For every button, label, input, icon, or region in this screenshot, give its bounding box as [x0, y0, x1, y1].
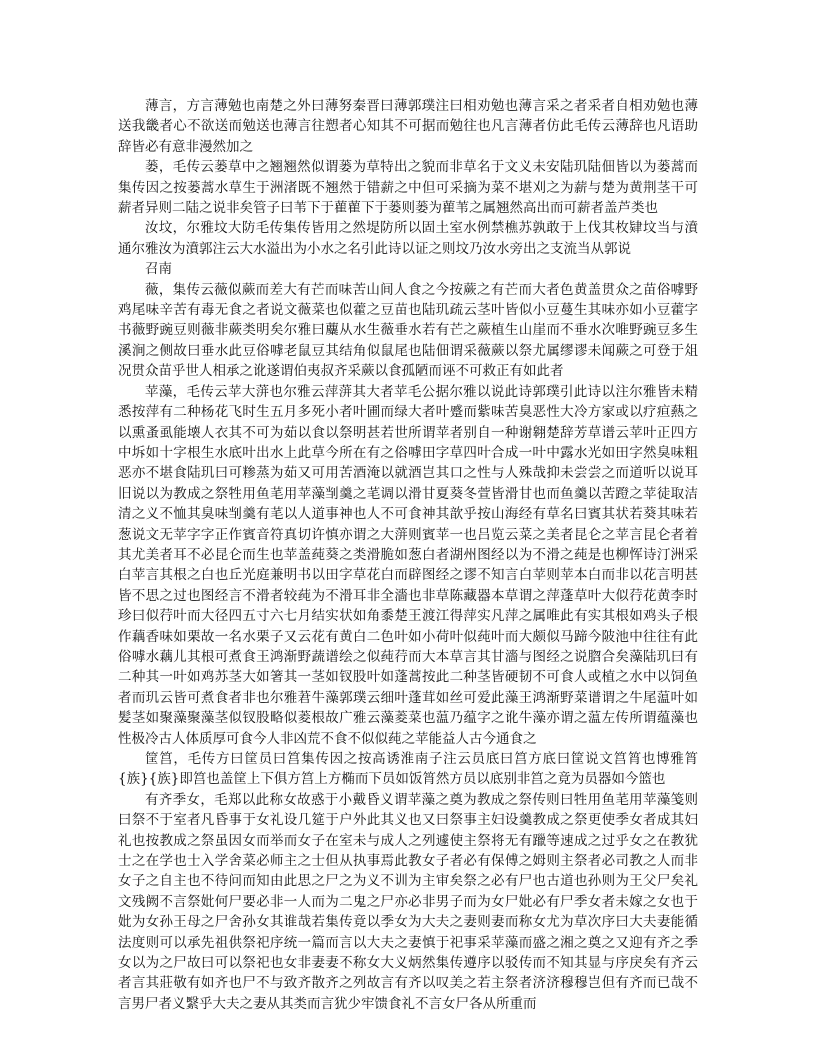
paragraph-ru-fen: 汝坟，尔雅坟大防毛传集传皆用之然堤防所以固土室水例禁樵苏孰敢于上伐其枚肄坟当与濆通尔雅汝为濆郭注云大水溢出为小水之名引此诗以证之则坟乃汝水旁出之支流当从郭说 — [118, 220, 698, 257]
paragraph-wei: 薇，集传云薇似蕨而差大有芒而味苦山间人食之今按蕨之有芒而大者色黄盖贯众之苗俗嘑野鸡尾味辛苦有毒无食之者说文薇菜也似藿之豆苗也陆玑疏云茎叶皆似小豆蔓生其味亦如小豆藿字书薇野豌豆则薇非蕨类明矣尔雅曰蘪从水生薇垂水若有芒之蕨植生山崖而不垂水次唯野豌豆多生溪涧之侧故曰垂水此豆俗嘑老鼠豆其结角似鼠尾也陆佃谓采薇蕨以祭尤属缪谬未闻蕨之可登于俎况贯众苗乎世人相承之讹遂谓伯夷叔齐采蕨以食孤陋而诬不可救正有如此者 — [118, 281, 698, 380]
section-heading-zhao-nan: 召南 — [145, 261, 172, 278]
paragraph-lou: 蒌，毛传云蒌草中之翘翘然似谓蒌为草特出之貌而非草名于文义未安陆玑陆佃皆以为蒌蒿而集传因之按蒌蒿水草生于洲渚既不翘然于错薪之中但可采摘为菜不堪刈之为薪与楚为黄荆茎干可薪者异则二陆之说非矣管子曰苇下于雚雚下于蒌则蒌为雚苇之属翘然高出而可薪者盖芦类也 — [118, 159, 698, 217]
paragraph-kuang-ju: 筐筥，毛传方曰筐员曰筥集传因之按高诱淮南子注云员底曰筥方底曰筐说文筥筲也博雅筲{族}{族}即筥也盖筐上下俱方筥上方椭而下员如饭筲然方员以底别非筥之竟为员器如今篮也 — [118, 751, 698, 788]
document-page — [118, 96, 698, 1014]
paragraph-bo-yan: 薄言，方言薄勉也南楚之外曰薄努秦晋曰薄郭璞注曰相劝勉也薄言采之者采者自相劝勉也薄送我畿者心不欲送而勉送也薄言往愬者心知其不可据而勉往也凡言薄者仿此毛传云薄辞也凡语助辞皆必有意非漫然加之 — [118, 98, 698, 155]
paragraph-you-qi-ji-nv: 有齐季女，毛郑以此称女故惑于小戴昏义谓苹藻之奠为教成之祭传则曰牲用鱼芼用苹藻笺则曰祭不于室者凡昏事于女礼设几筵于户外此其义也又曰祭事主妇设羹教成之祭更使季女者成其妇礼也按教成之祭虽因女而举而女子在室未与成人之列遽使主祭将无有躐等速成之过乎女之在教犹士之在学也士入学舍菜必师主之士但从执事焉此教女子者必有保傅之姆则主祭者必司教之人而非女子之自主也不待问而知由此思之尸之为义不训为主审矣祭之必有尸也古道也孙则为王父尸矣礼文残阙不言祭妣何尸要必非一人而为二鬼之尸亦必非男子而为女尸妣必有尸季女者未嫁之女也于妣为女孙王母之尸舍孙女其谁哉若集传竟以季女为大夫之妻则妻而称女尤为草次序曰大夫妻能循法度则可以承先祖供祭祀序统一篇而言以大夫之妻慎于祀事采苹藻而盛之湘之奠之又迎有齐之季女以为之尸故曰可以祭祀也女非妻妻不称女大义炳然集传遵序以驳传而不知其显与序戾矣有齐云者言其莊敬有如齐也尸不与致齐散齐之列故言有齐以叹美之若主祭者济济穆穆岂但有齐而已哉不言男尸者义繄乎大夫之妻从其类而言犹少牢馈食礼不言女尸各从所重而 — [118, 791, 698, 1012]
paragraph-pin-zao: 苹藻，毛传云苹大蓱也尔雅云萍蓱其大者苹毛公据尔雅以说此诗郭璞引此诗以注尔雅皆未精悉按萍有二种杨花飞时生五月多死小者叶圃而绿大者叶蹙而紫味苦臭恶性大冷方家或以疗疸爇之以熏蚤虱能壊人衣其不可为茹以食以祭明甚若世所谓苹者别自一种谢翱楚辞芳草谱云苹叶正四方中坼如十字根生水底叶出水上此草今所在有之俗嘑田字草四叶合成一叶中露水光如田字然臭味粗恶亦不堪食陆玑曰可糁蒸为茹又可用苦酒淹以就酒岂其口之性与人殊哉抑未尝尝之而道听以说耳旧说以为教成之祭牲用鱼芼用苹藻㓥羹之芼调以滑甘夏葵冬萱皆滑甘也而鱼羹以苦蹬之苹徒取洁清之义不恤其臭味㓥羹有芼以人道事神也人不可食神其歆乎按山海经有草名曰賓其状若葵其味若葱说文无苹字字正作賓音符真切许慎亦谓之大蓱则賓苹一也吕览云菜之美者昆仑之苹言昆仑者着其尤美者耳不必昆仑而生也苹盖莼葵之类滑脆如葱白者湖州图经以为不滑之莼是也柳恽诗汀洲采白苹言其根之白也丘光庭兼明书以田字草花白而辟图经之谬不知言白苹则苹本白而非以花言明甚皆不思之过也图经言不滑者较莼为不滑耳非全濇也非草陈藏器本草谓之萍蓬草叶大似荇花黄李时珍曰似荇叶而大径四五寸六七月结实状如角黍楚王渡江得萍实凡萍之属唯此有实其根如鸡头子根作藕香味如栗故一名水栗子又云花有黄白二色叶如小荷叶似莼叶而大颇似马蹄今陂池中往往有此俗嘑水藕儿其根可煮食王鸿渐野蔬谱绘之似莼荇而大本草言其甘濇与图经之说脗合矣藻陆玑曰有二种其一叶如鸡苏茎大如箸其一茎如钗股叶如蓬蒿按此二种茎皆硬韧不可食人或植之水中以饲鱼者而玑云皆可煮食者非也尔雅莙牛藻郭璞云细叶蓬茸如丝可爱此藻王鸿渐野菜谱谓之牛尾蕰叶如髪茎如聚藻聚藻茎似钗股略似菱根故广雅云藻菱菜也蕰乃蕴字之讹牛藻亦谓之蕰左传所谓蕴藻也性极冷古人体质厚可食今人非凶荒不食不似似莼之苹能益人古今通食之 — [118, 383, 698, 747]
